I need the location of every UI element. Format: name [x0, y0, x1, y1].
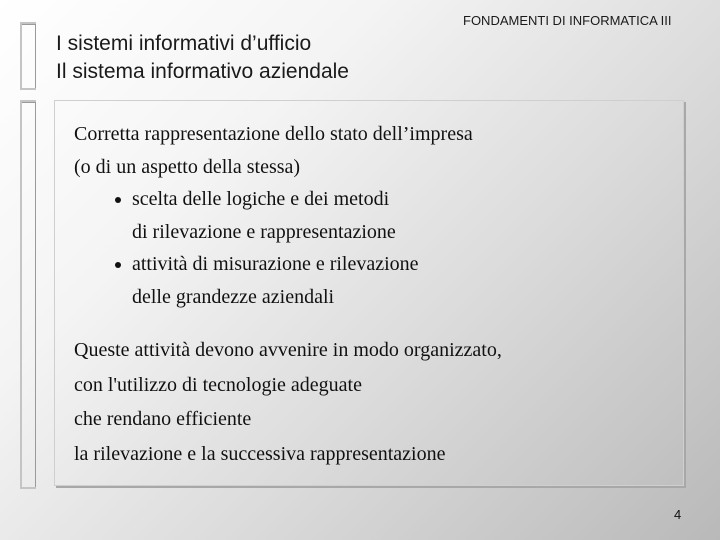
title-bracket-decoration [20, 22, 36, 90]
bullet-icon [115, 262, 121, 268]
bullet-item [74, 248, 502, 281]
bullet-icon [115, 197, 121, 203]
bullet-2-line-2: delle grandezze aziendali [132, 285, 335, 308]
content-bracket-decoration [20, 100, 36, 489]
bullet-item [74, 183, 502, 216]
course-header: FONDAMENTI DI INFORMATICA III [463, 13, 672, 28]
intro-line-1: Corretta rappresentazione dello stato dell’impresa [74, 123, 473, 145]
bullet-1-line-2: di rilevazione e rappresentazione [132, 220, 396, 243]
paragraph-line-3: che rendano efficiente [74, 408, 252, 430]
paragraph [74, 333, 502, 471]
paragraph-line-2: con l'utilizzo di tecnologie adeguate [74, 373, 362, 396]
paragraph-line-4: la rilevazione e la successiva rappresentazione [74, 442, 446, 465]
bullet-1-line-1: scelta delle logiche e dei metodi [132, 188, 390, 210]
slide-body [74, 118, 502, 471]
title-line-2: Il sistema informativo aziendale [56, 60, 349, 83]
page-number: 4 [674, 507, 682, 522]
intro-line-2: (o di un aspetto della stessa) [74, 155, 301, 178]
title-line-1: I sistemi informativi d’ufficio [56, 32, 312, 55]
paragraph-line-1: Queste attività devono avvenire in modo organizzato, [74, 339, 502, 361]
bullet-2-line-1: attività di misurazione e rilevazione [132, 253, 419, 275]
slide-title [56, 30, 349, 86]
